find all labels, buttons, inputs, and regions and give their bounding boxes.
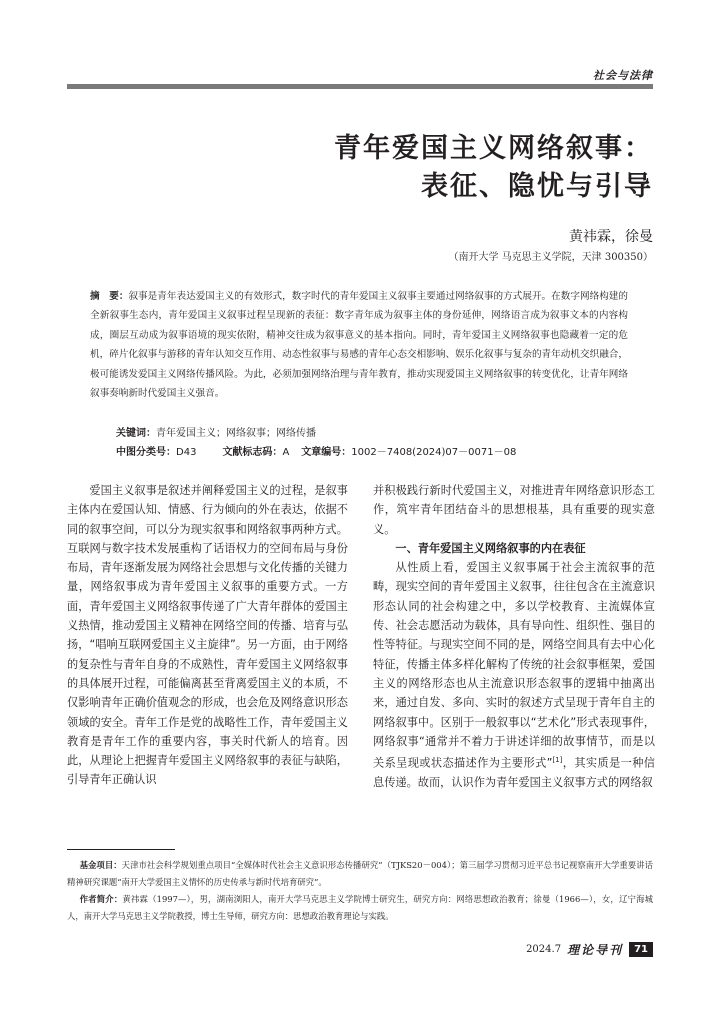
classification-line: [116, 443, 516, 458]
footnote-rule: [67, 849, 175, 850]
section-heading: 一、青年爱国主义网络叙事的内在表征: [395, 541, 586, 555]
authors: 黄祎霖，徐曼: [569, 229, 653, 245]
body-paragraph: [373, 558, 655, 792]
abstract-label: 摘 要：: [90, 291, 129, 302]
keywords: [116, 424, 316, 439]
body-paragraph: 并积极践行新时代爱国主义，对推进青年网络意识形态工作，筑牢青年团结奋斗的思想根基，具有重要的现实意义。: [373, 484, 655, 536]
journal-footer: [526, 941, 653, 958]
body-paragraph: 爱国主义叙事是叙述并阐释爱国主义的过程，是叙事主体内在爱国认知、情感、行为倾向的外在表达，依据不同的叙事空间，可以分为现实叙事和网络叙事两种方式。互联网与数字技术发展重构了话语权力的空间布局与身份布局，青年逐渐发展为网络社会思想与文化传播的关键力量，网络叙事成为青年爱国主义叙事的重要方式。一方面，青年爱国主义网络叙事传递了广大青年群体的爱国主义热情，推动爱国主义精神在网络空间的传播、培育与弘扬，“唱响互联网爱国主义主旋律”。另一方面，由于网络的复杂性与青年自身的不成熟性，青年爱国主义网络叙事的具体展开过程，可能偏离甚至背离爱国主义的本质，不仅影响青年正确价值观念的形成，也会危及网络意识形态领域的安全。青年工作是党的战略性工作，青年爱国主义教育是青年工作的重要内容，事关时代新人的培育。因此，从理论上把握青年爱国主义网络叙事的表征与缺陷，引导青年正确认识: [67, 484, 348, 787]
title-line-1: 青年爱国主义网络叙事：: [334, 133, 653, 164]
journal-name: 理论导刊: [567, 943, 624, 957]
doc-label: 文献标志码：: [222, 447, 283, 458]
affiliation: （南开大学 马克思主义学院，天津 300350）: [448, 252, 653, 263]
title-line-2: 表征、隐忧与引导: [421, 171, 653, 202]
body-column-left: [67, 481, 348, 790]
fund-label: 基金项目：: [79, 860, 122, 870]
cls-value: D43: [176, 447, 197, 458]
footnote-author: [67, 891, 653, 925]
author-bio-label: 作者简介：: [79, 894, 123, 904]
abstract: [90, 287, 628, 403]
section-tag: 社会与法律: [593, 69, 653, 82]
body-column-right: [373, 481, 655, 792]
page-number: 71: [629, 942, 653, 957]
cls-label: 中图分类号：: [116, 447, 176, 458]
fund-text: 天津市社会科学规划重点项目“全媒体时代社会主义意识形态传播研究”（TJKS20－004）；第三届学习贯彻习近平总书记视察南开大学重要讲话精神研究课题“南开大学爱国主义情怀的历史传承与新时代培育研究”。: [67, 860, 654, 887]
citation-ref[interactable]: [1]: [552, 756, 563, 765]
issue-date: 2024.7: [526, 944, 562, 955]
article-label: 文章编号：: [301, 447, 352, 458]
author-bio-text: 黄祎霖（1997—），男，湖南浏阳人，南开大学马克思主义学院博士研究生，研究方向：网络思想政治教育；徐曼（1966—），女，辽宁海城人，南开大学马克思主义学院教授，博士生导师，研究方向：思想政治教育理论与实践。: [67, 894, 654, 921]
keywords-text: 青年爱国主义；网络叙事；网络传播: [156, 428, 316, 439]
header-rule: [67, 84, 653, 89]
doc-value: A: [282, 447, 290, 458]
article-title: [334, 130, 653, 206]
body-text: 从性质上看，爱国主义叙事属于社会主流叙事的范畴，现实空间的青年爱国主义叙事，往往包含在主流意识形态认同的社会构建之中，多以学校教育、主流媒体宣传、社会志愿活动为载体，具有导向性、组织性、强目的性等特征。与现实空间不同的是，网络空间具有去中心化特征，传播主体多样化解构了传统的社会叙事框架，爱国主义的网络形态也从主流意识形态叙事的逻辑中抽离出来，通过自发、多向、实时的叙述方式呈现于青年自主的网络叙事中。区别于一般叙事以“艺术化”形式表现事件，网络叙事“通常并不着力于讲述详细的故事情节，而是以关系呈现或状态描述作为主要形式”: [373, 561, 655, 770]
article-value: 1002－7408(2024)07－0071－08: [351, 447, 517, 458]
body-text: ，其实质是一种信息传递。故而，认识作为青年爱国主义叙事方式的网络叙: [373, 756, 655, 790]
keywords-label: 关键词：: [116, 428, 156, 439]
footnote-fund: [67, 857, 653, 891]
abstract-text: 叙事是青年表达爱国主义的有效形式，数字时代的青年爱国主义叙事主要通过网络叙事的方式展开。在数字网络构建的全新叙事生态内，青年爱国主义叙事过程呈现新的表征：数字青年成为叙事主体的身份延伸，网络语言成为叙事文本的内容构成，圈层互动成为叙事语境的现实依附，精神交往成为叙事意义的基本指向。同时，青年爱国主义网络叙事也隐藏着一定的危机，碎片化叙事与游移的青年认知交互作用、动态性叙事与易感的青年心态交相影响、娱乐化叙事与复杂的青年动机交织融合，极可能诱发爱国主义网络传播风险。为此，必须加强网络治理与青年教育，推动实现爱国主义网络叙事的转变优化，让青年网络叙事奏响新时代爱国主义强音。: [90, 291, 629, 400]
